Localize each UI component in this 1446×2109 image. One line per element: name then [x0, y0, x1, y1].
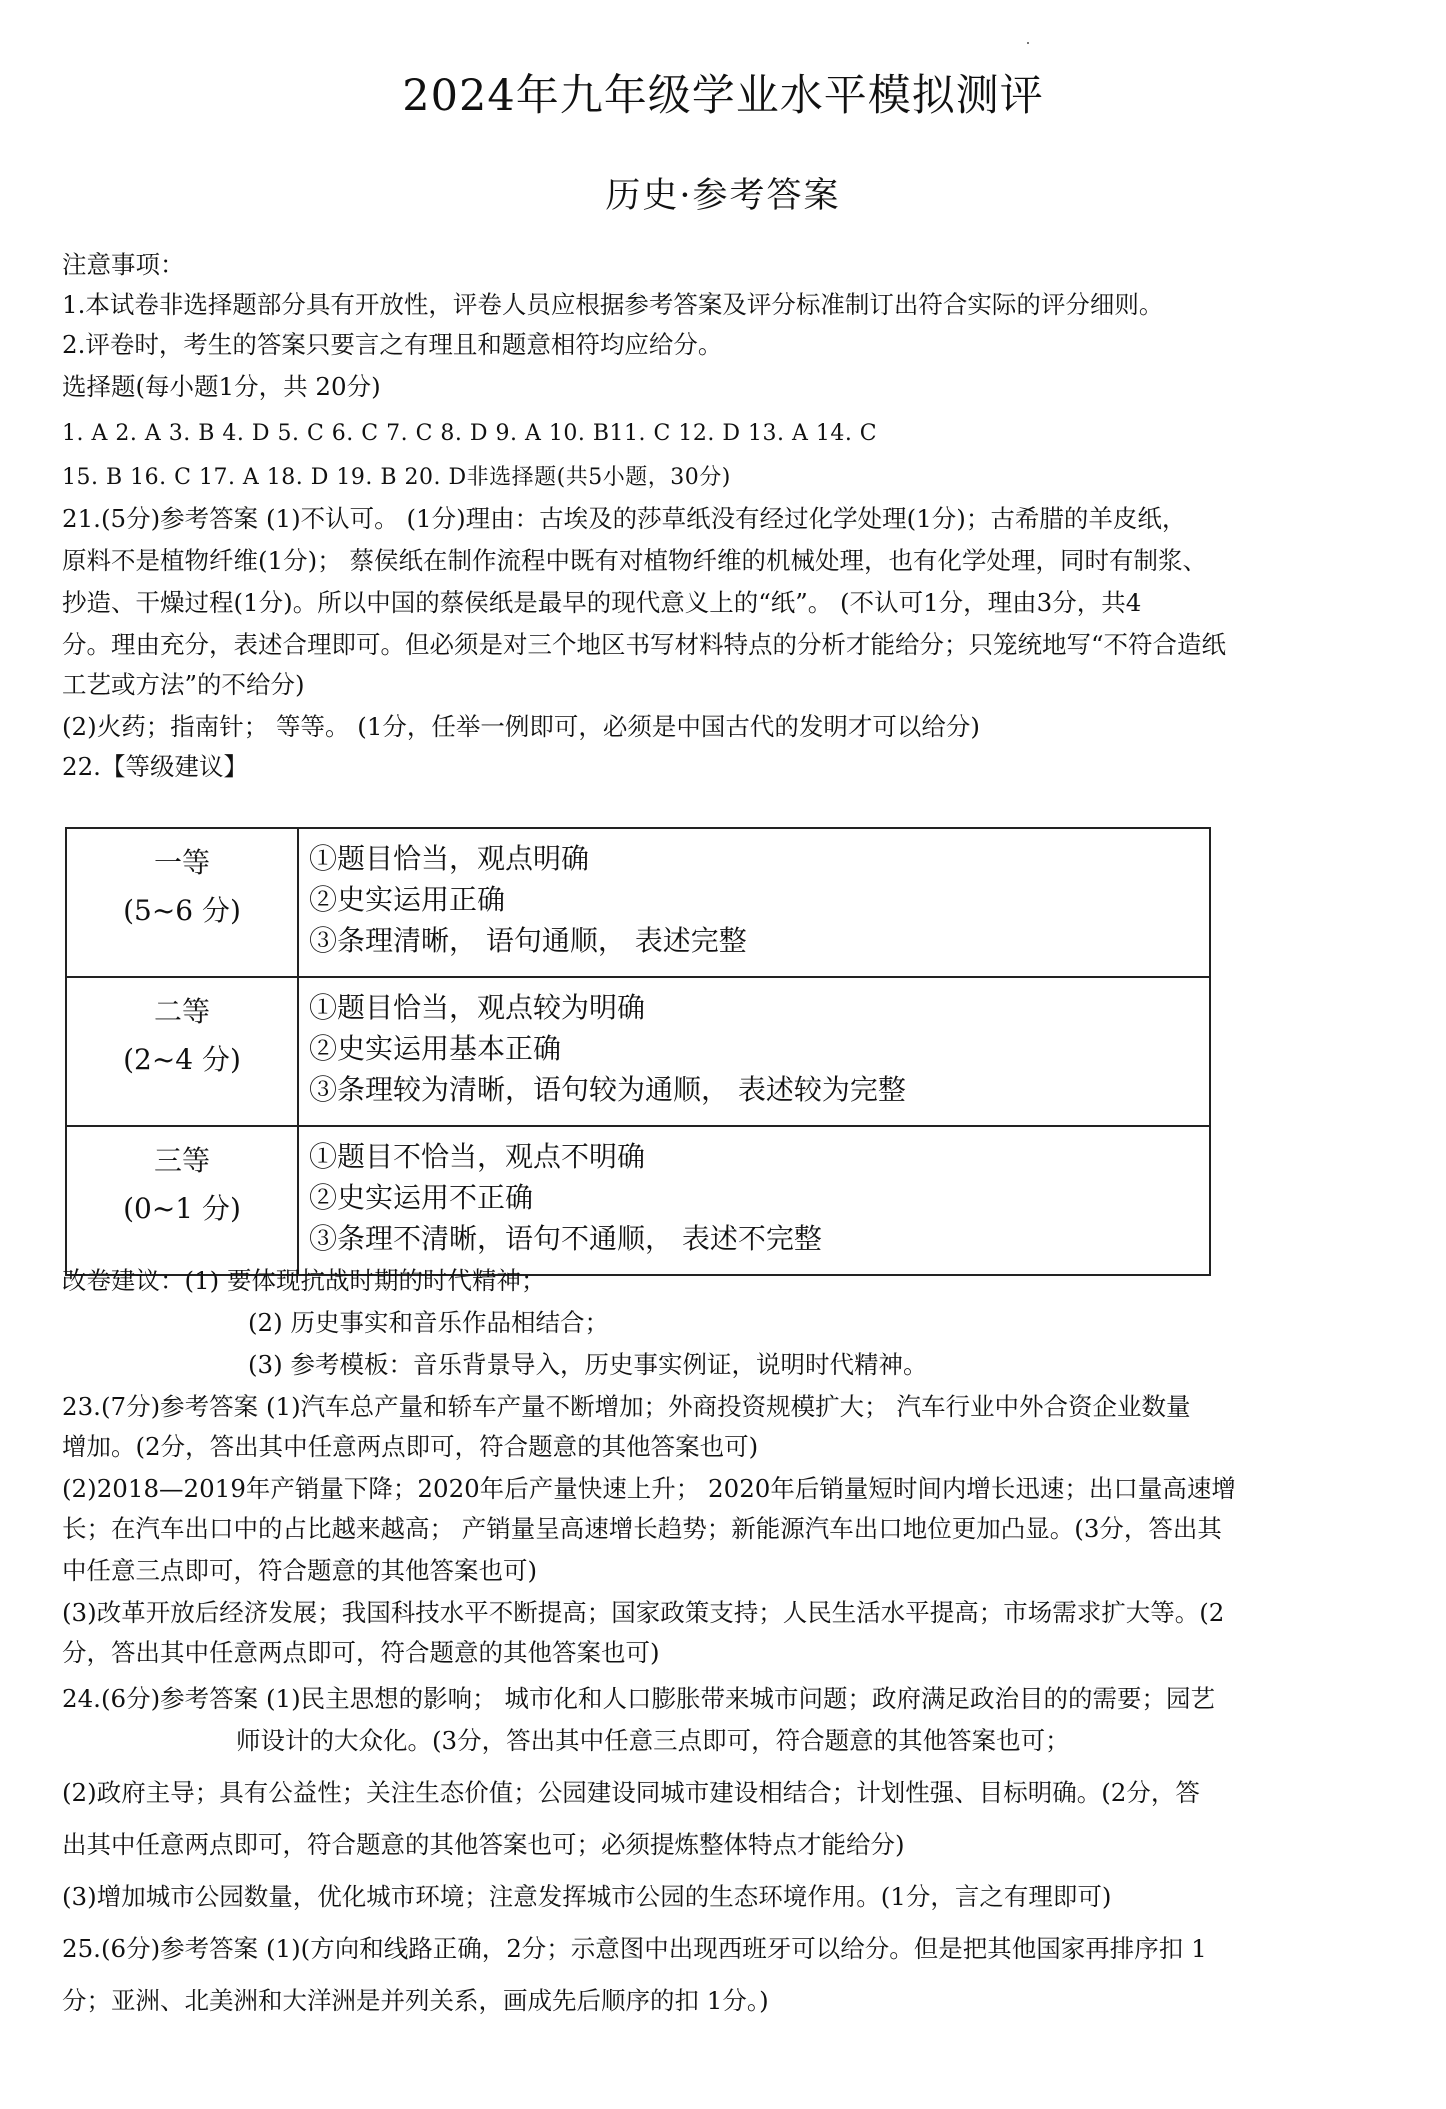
grade-name: 三等 — [153, 1144, 210, 1177]
criterion: ①题目恰当，观点明确 — [309, 842, 590, 875]
grade-row-1 — [66, 828, 1210, 977]
scan-speck — [1027, 42, 1029, 44]
q21-line-1: 21.(5分)参考答案 (1)不认可。 (1分)理由：古埃及的莎草纸没有经过化学处理(1分)；古希腊的羊皮纸， — [62, 504, 1187, 533]
q24-line-2: 师设计的大众化。(3分，答出其中任意三点即可，符合题意的其他答案也可； — [236, 1726, 1070, 1755]
q21-line-4: 分。理由充分，表述合理即可。但必须是对三个地区书写材料特点的分析才能给分；只笼统地写“不符合造纸 — [62, 630, 1227, 659]
grade-name: 一等 — [153, 846, 210, 879]
q21-line-3: 抄造、干燥过程(1分)。所以中国的蔡侯纸是最早的现代意义上的“纸”。 (不认可1分，理由3分，共4 — [62, 588, 1142, 617]
criteria-cell — [298, 828, 1210, 977]
criteria-cell — [298, 977, 1210, 1126]
grade-range: (5~6 分) — [123, 894, 241, 927]
q22-heading: 22.【等级建议】 — [62, 752, 248, 781]
grade-row-3 — [66, 1126, 1210, 1275]
choice-answers-row-1: 1. A 2. A 3. B 4. D 5. C 6. C 7. C 8. D 9. A 10. B11. C 12. D 13. A 14. C — [62, 421, 878, 446]
q24-line-1: 24.(6分)参考答案 (1)民主思想的影响； 城市化和人口膨胀带来城市问题；政府满足政治目的的需要；园艺 — [62, 1684, 1215, 1713]
q25-line-1: 25.(6分)参考答案 (1)(方向和线路正确，2分；示意图中出现西班牙可以给分。但是把其他国家再排序扣 1 — [62, 1934, 1207, 1963]
q22-advice-1: 改卷建议：(1) 要体现抗战时期的时代精神； — [62, 1266, 546, 1295]
criterion: ②史实运用正确 — [309, 883, 506, 916]
page-subtitle: 历史·参考答案 — [605, 176, 841, 216]
q23-line-2: 增加。(2分，答出其中任意两点即可，符合题意的其他答案也可) — [62, 1432, 759, 1461]
note-2: 2.评卷时，考生的答案只要言之有理且和题意相符均应给分。 — [62, 330, 723, 359]
q24-line-5: (3)增加城市公园数量，优化城市环境；注意发挥城市公园的生态环境作用。(1分，言之有理即可) — [62, 1882, 1112, 1911]
grade-cell — [66, 977, 298, 1126]
criterion: ③条理清晰， 语句通顺， 表述完整 — [309, 924, 747, 957]
criterion: ③条理不清晰，语句不通顺， 表述不完整 — [309, 1222, 822, 1255]
q23-line-5: 中任意三点即可，符合题意的其他答案也可) — [62, 1556, 538, 1585]
grade-row-2 — [66, 977, 1210, 1126]
q23-line-1: 23.(7分)参考答案 (1)汽车总产量和轿车产量不断增加；外商投资规模扩大； 汽车行业中外合资企业数量 — [62, 1392, 1191, 1421]
q21-line-6: (2)火药；指南针； 等等。 (1分，任举一例即可，必须是中国古代的发明才可以给分) — [62, 712, 980, 741]
q25-line-2: 分；亚洲、北美洲和大洋洲是并列关系，画成先后顺序的扣 1分。) — [62, 1986, 769, 2015]
q23-line-3: (2)2018—2019年产销量下降；2020年后产量快速上升； 2020年后销量短时间内增长迅速；出口量高速增 — [62, 1474, 1236, 1503]
note-1: 1.本试卷非选择题部分具有开放性，评卷人员应根据参考答案及评分标准制订出符合实际的评分细则。 — [62, 290, 1164, 319]
q23-line-4: 长；在汽车出口中的占比越来越高； 产销量呈高速增长趋势；新能源汽车出口地位更加凸显。(3分，答出其 — [62, 1514, 1222, 1543]
criterion: ③条理较为清晰，语句较为通顺， 表述较为完整 — [309, 1073, 906, 1106]
criterion: ②史实运用不正确 — [309, 1181, 534, 1214]
q23-line-6: (3)改革开放后经济发展；我国科技水平不断提高；国家政策支持；人民生活水平提高；市场需求扩大等。(2 — [62, 1598, 1225, 1627]
q24-line-3: (2)政府主导；具有公益性；关注生态价值；公园建设同城市建设相结合；计划性强、目标明确。(2分，答 — [62, 1778, 1200, 1807]
notes-heading: 注意事项： — [62, 250, 185, 279]
grade-cell — [66, 828, 298, 977]
q22-advice-2: (2) 历史事实和音乐作品相结合； — [248, 1308, 609, 1337]
grade-cell — [66, 1126, 298, 1275]
grade-table — [65, 827, 1211, 1276]
q23-line-7: 分，答出其中任意两点即可，符合题意的其他答案也可) — [62, 1638, 660, 1667]
q21-line-5: 工艺或方法”的不给分) — [62, 670, 305, 699]
criteria-cell — [298, 1126, 1210, 1275]
q21-line-2: 原料不是植物纤维(1分)； 蔡侯纸在制作流程中既有对植物纤维的机械处理，也有化学处理，同时有制浆、 — [62, 546, 1207, 575]
page-title: 2024年九年级学业水平模拟测评 — [402, 71, 1044, 121]
q24-line-4: 出其中任意两点即可，符合题意的其他答案也可；必须提炼整体特点才能给分) — [62, 1830, 905, 1859]
criterion: ①题目不恰当，观点不明确 — [309, 1140, 646, 1173]
grade-name: 二等 — [153, 995, 210, 1028]
choice-answers-row-2: 15. B 16. C 17. A 18. D 19. B 20. D非选择题(共5小题，30分) — [62, 465, 731, 490]
grade-range: (2~4 分) — [123, 1043, 241, 1076]
q22-advice-3: (3) 参考模板：音乐背景导入，历史事实例证，说明时代精神。 — [248, 1350, 928, 1379]
choice-heading: 选择题(每小题1分，共 20分) — [62, 372, 381, 401]
criterion: ①题目恰当，观点较为明确 — [309, 991, 646, 1024]
criterion: ②史实运用基本正确 — [309, 1032, 562, 1065]
grade-range: (0~1 分) — [123, 1192, 241, 1225]
